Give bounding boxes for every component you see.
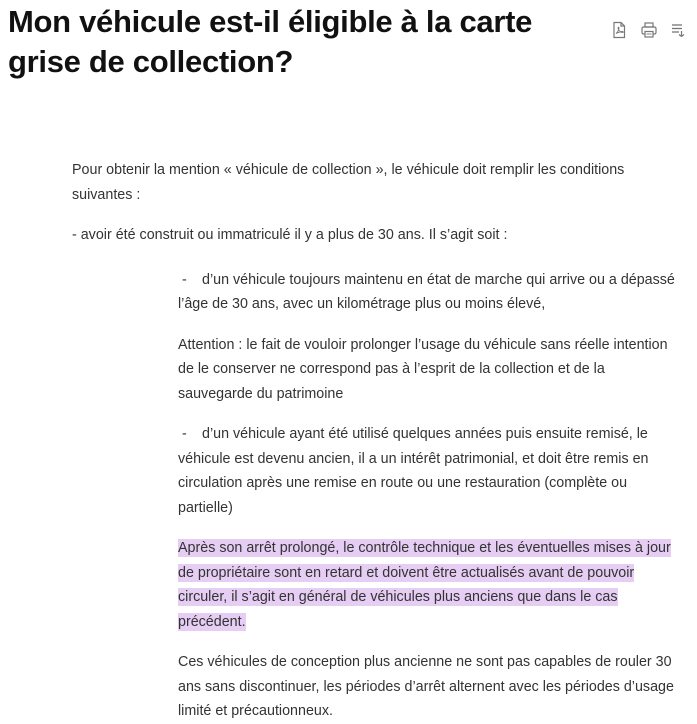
- page-title: Mon véhicule est-il éligible à la carte grise de collection?: [8, 4, 533, 79]
- intro-paragraph: Pour obtenir la mention « véhicule de collection », le véhicule doit remplir les conditions suivantes :: [72, 162, 625, 203]
- highlighted-text: Après son arrêt prolongé, le contrôle technique et les éventuelles mises à jour de propriétaire sont en retard et doivent être actualisés avant de pouvoir circuler, il s’agit en général de véhicules plus anciens que dans le cas précédent.: [178, 540, 671, 630]
- listen-button[interactable]: [668, 20, 690, 40]
- article-body: [72, 158, 682, 724]
- bullet-item-2: [178, 422, 682, 520]
- bullet-mark: -: [182, 426, 187, 442]
- pdf-icon: [610, 21, 628, 39]
- condition-paragraph: - avoir été construit ou immatriculé il y a plus de 30 ans. Il s’agit soit :: [72, 227, 508, 243]
- article-toolbar: [608, 20, 690, 40]
- print-button[interactable]: [638, 20, 660, 40]
- pdf-button[interactable]: [608, 20, 630, 40]
- bullet-text: d’un véhicule ayant été utilisé quelques années puis ensuite remisé, le véhicule est devenu ancien, il a un intérêt patrimonial, et doit être remis en circulation après une remise en route ou une restauration (complète ou partielle): [178, 426, 649, 516]
- attention-note: Attention : le fait de vouloir prolonger l’usage du véhicule sans réelle intention de le conserver ne correspond pas à l’esprit de la collection et de la sauvegarde du patrimoine: [178, 336, 668, 402]
- closing-paragraph: Ces véhicules de conception plus ancienne ne sont pas capables de rouler 30 ans sans discontinuer, les périodes d’arrêt alternent avec les périodes d’usage limité et précautionneux.: [178, 654, 674, 719]
- bullet-text: d’un véhicule toujours maintenu en état de marche qui arrive ou a dépassé l’âge de 30 ans, avec un kilométrage plus ou moins élevé,: [178, 271, 675, 312]
- bullet-item-1: [178, 268, 682, 317]
- highlighted-paragraph: [178, 536, 682, 634]
- listen-icon: [670, 21, 688, 39]
- print-icon: [640, 21, 658, 39]
- bullet-mark: -: [182, 271, 187, 288]
